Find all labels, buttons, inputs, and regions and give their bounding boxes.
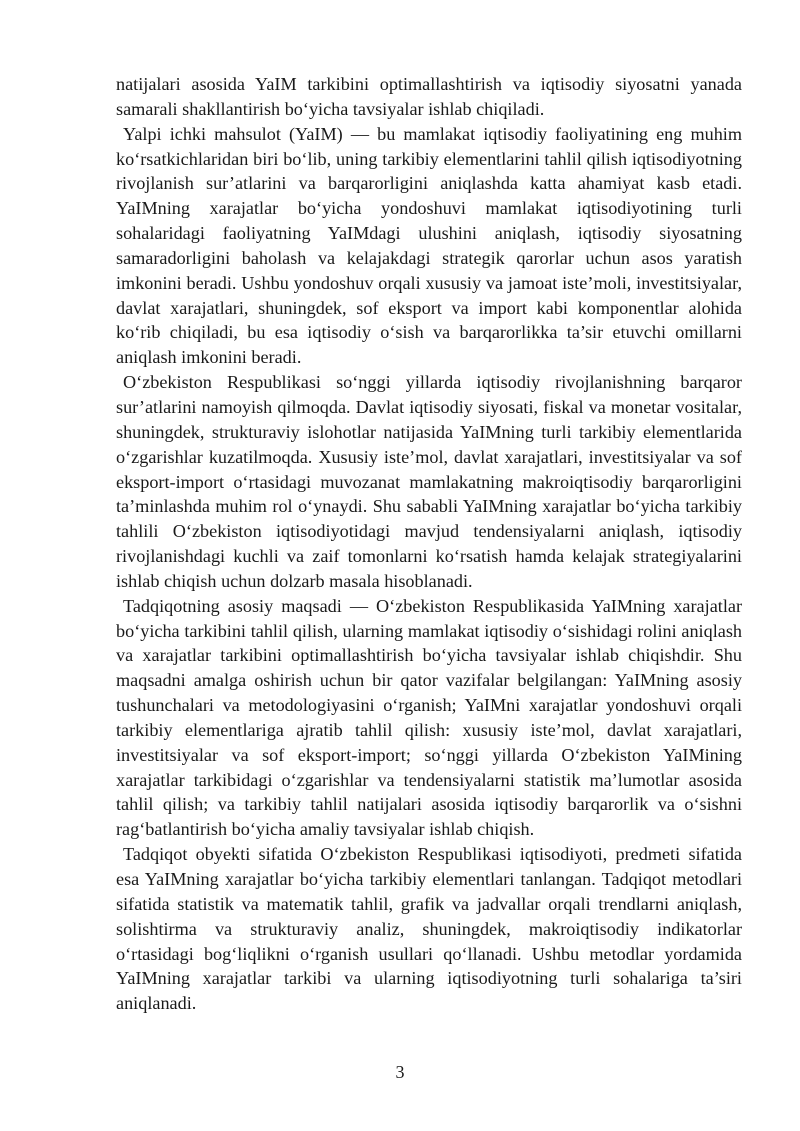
document-body: [116, 72, 742, 1016]
page-number: 3: [395, 1062, 405, 1082]
paragraph-research-object: Tadqiqot obyekti sifatida O‘zbekiston Respublikasi iqtisodiyoti, predmeti sifatida esa YaIMning xarajatlar bo‘yicha tarkibiy elementlari tanlangan. Tadqiqot metodlari sifatida statistik va matematik tahlil, grafik va jadvallar orqali trendlarni aniqlash, solishtirma va strukturaviy analiz, shuningdek, makroiqtisodiy indikatorlar o‘rtasidagi bog‘liqlikni o‘rganish usullari qo‘llanadi. Ushbu metodlar yordamida YaIMning xarajatlar tarkibi va ularning iqtisodiyotning turli sohalariga ta’siri aniqlanadi.: [116, 844, 742, 1014]
paragraph-continuation: natijalari asosida YaIM tarkibini optimallashtirish va iqtisodiy siyosatni yanada samarali shakllantirish bo‘yicha tavsiyalar ishlab chiqiladi.: [116, 74, 742, 119]
paragraph-research-goal: Tadqiqotning asosiy maqsadi — O‘zbekiston Respublikasida YaIMning xarajatlar bo‘yicha tarkibini tahlil qilish, ularning mamlakat iqtisodiy o‘sishidagi rolini aniqlash va xarajatlar tarkibini optimallashtirish bo‘yicha tavsiyalar ishlab chiqishdir. Shu maqsadni amalga oshirish uchun bir qator vazifalar belgilangan: YaIMning asosiy tushunchalari va metodologiyasini o‘rganish; YaIMni xarajatlar yondoshuvi orqali tarkibiy elementlariga ajratib tahlil qilish: xususiy iste’mol, davlat xarajatlari, investitsiyalar va sof eksport-import; so‘nggi yillarda O‘zbekiston YaIMining xarajatlar tarkibidagi o‘zgarishlar va tendensiyalarni statistik ma’lumotlar asosida tahlil qilish; va tarkibiy tahlil natijalari asosida iqtisodiy barqarorlik va o‘sishni rag‘batlantirish bo‘yicha amaliy tavsiyalar ishlab chiqish.: [116, 595, 742, 840]
paragraph-gdp-definition: Yalpi ichki mahsulot (YaIM) — bu mamlakat iqtisodiy faoliyatining eng muhim ko‘rsatkichlaridan biri bo‘lib, uning tarkibiy elementlarini tahlil qilish iqtisodiyotning rivojlanish sur’atlarini va barqarorligini aniqlashda katta ahamiyat kasb etadi. YaIMning xarajatlar bo‘yicha yondoshuvi mamlakat iqtisodiyotining turli sohalaridagi faoliyatning YaIMdagi ulushini aniqlash, iqtisodiy siyosatning samaradorligini baholash va kelajakdagi strategik qarorlar uchun asos yaratish imkonini beradi. Ushbu yondoshuv orqali xususiy va jamoat iste’moli, investitsiyalar, davlat xarajatlari, shuningdek, sof eksport va import kabi komponentlar alohida ko‘rib chiqiladi, bu esa iqtisodiy o‘sish va barqarorlikka ta’sir etuvchi omillarni aniqlash imkonini beradi.: [116, 123, 742, 368]
paragraph-uzbekistan-development: O‘zbekiston Respublikasi so‘nggi yillarda iqtisodiy rivojlanishning barqaror sur’atlarini namoyish qilmoqda. Davlat iqtisodiy siyosati, fiskal va monetar vositalar, shuningdek, strukturaviy islohotlar natijasida YaIMning turli tarkibiy elementlarida o‘zgarishlar kuzatilmoqda. Xususiy iste’mol, davlat xarajatlari, investitsiyalar va sof eksport-import o‘rtasidagi muvozanat mamlakatning makroiqtisodiy barqarorligini ta’minlashda muhim rol o‘ynaydi. Shu sababli YaIMning xarajatlar bo‘yicha tarkibiy tahlili O‘zbekiston iqtisodiyotidagi mavjud tendensiyalarni aniqlash, iqtisodiy rivojlanishdagi kuchli va zaif tomonlarni ko‘rsatish hamda kelajak strategiyalarini ishlab chiqish uchun dolzarb masala hisoblanadi.: [116, 372, 742, 591]
